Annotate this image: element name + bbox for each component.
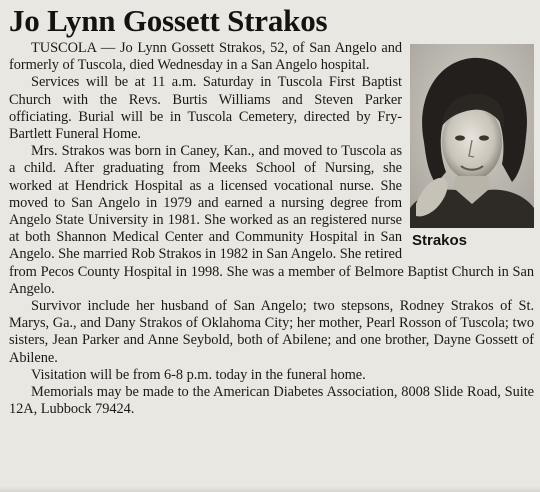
paragraph-services: Services will be at 11 a.m. Saturday in Tuscola First Baptist Church with the Revs. Burtis Williams and Steven Parker officiating. Burial will be in Tuscola Cemetery, directed by Fry-Bartlett Funeral Home.	[9, 74, 402, 143]
paragraph-visitation: Visitation will be from 6-8 p.m. today in the funeral home.	[31, 366, 366, 383]
photo-caption: Strakos	[412, 232, 468, 249]
paragraph-dateline: TUSCOLA — Jo Lynn Gossett Strakos, 52, of San Angelo and formerly of Tuscola, died Wednesday in a San Angelo hospital.	[9, 40, 402, 74]
paragraph-biography: Mrs. Strakos was born in Caney, Kan., and moved to Tuscola as a child. After graduating from Meeks School of Nursing, she worked at Hendrick Hospital as a licensed vocational nurse. She moved to San Angelo in 1979 and earned a nursing degree from Angelo State University in 1981. She worked as an registered nurse at both Shannon Medical Center and Community Hospital in San Angelo. She married Rob Strakos in 1982 in San Angelo. She retired from Pecos County Hospital in 1998. She was a member of Belmore Baptist Church in San Angelo.	[9, 143, 534, 297]
headline: Jo Lynn Gossett Strakos	[9, 3, 328, 38]
clipping-edge	[0, 486, 540, 492]
portrait-photo	[410, 44, 534, 228]
photo-box	[410, 44, 534, 250]
paragraph-survivors: Survivor include her husband of San Angelo; two stepsons, Rodney Strakos of St. Marys, Ga., and Dany Strakos of Oklahoma City; her mother, Pearl Rosson of Tuscola; two sisters, Jean Parker and Anne Seybold, both of Abilene; and one brother, Dayne Gossett of Abilene.	[9, 298, 534, 366]
paragraph-memorials: Memorials may be made to the American Diabetes Association, 8008 Slide Road, Suite 12A, Lubbock 79424.	[9, 384, 534, 418]
